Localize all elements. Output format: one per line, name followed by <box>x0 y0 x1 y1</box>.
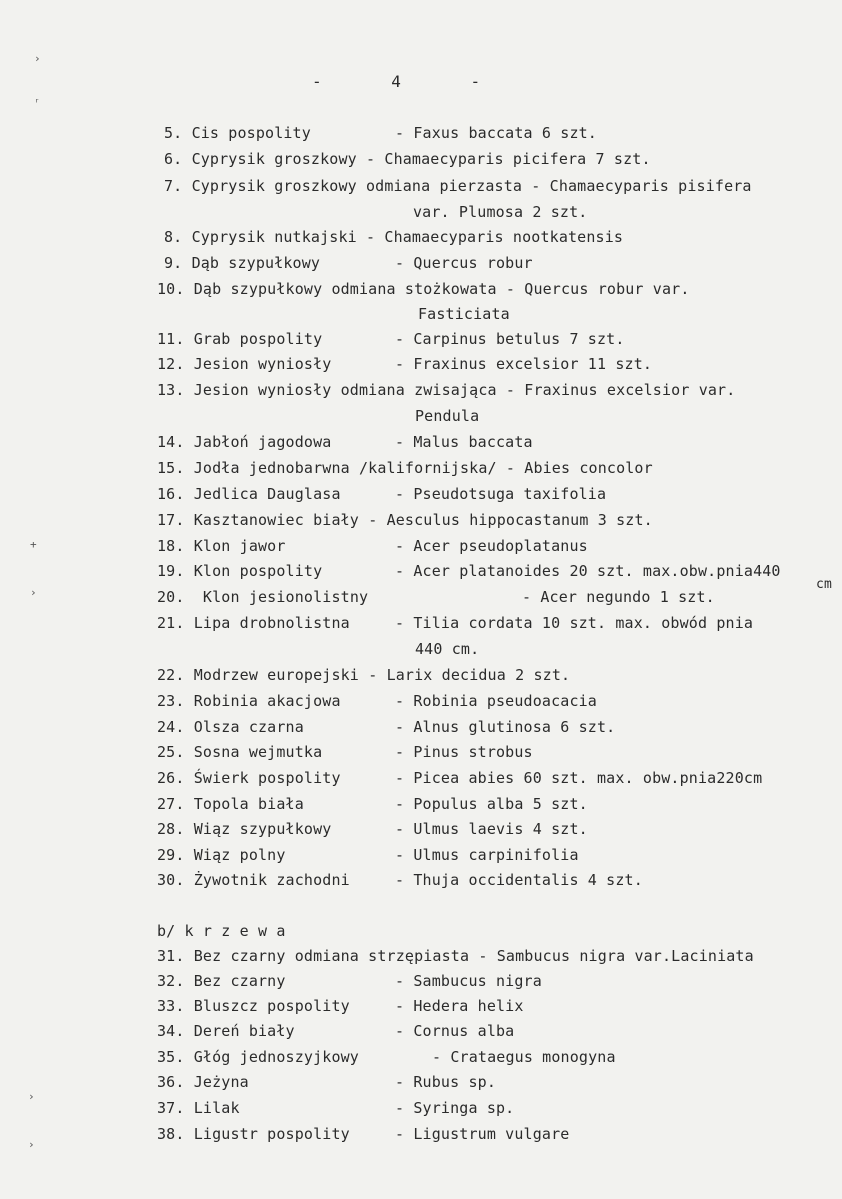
list-item-11-latin: - Carpinus betulus 7 szt. <box>395 330 625 348</box>
list-item-19-latin: - Acer platanoides 20 szt. max.obw.pnia440 <box>395 562 781 580</box>
list-item-25-latin: - Pinus strobus <box>395 743 533 761</box>
list-item-10: 10. Dąb szypułkowy odmiana stożkowata - Quercus robur var. <box>157 280 690 298</box>
list-item-29-latin: - Ulmus carpinifolia <box>395 846 579 864</box>
list-item-18-latin: - Acer pseudoplatanus <box>395 537 588 555</box>
list-item-37: 37. Lilak <box>157 1099 240 1117</box>
list-item-28: 28. Wiąz szypułkowy <box>157 820 332 838</box>
list-item-13: 13. Jesion wyniosły odmiana zwisająca - Fraxinus excelsior var. <box>157 381 736 399</box>
list-item-35: 35. Głóg jednoszyjkowy <box>157 1048 359 1066</box>
list-item-19: 19. Klon pospolity <box>157 562 323 580</box>
list-item-5: 5. Cis pospolity <box>164 124 311 142</box>
margin-mark: + <box>30 538 37 551</box>
list-item-15: 15. Jodła jednobarwna /kalifornijska/ - Abies concolor <box>157 459 653 477</box>
list-item-7: 7. Cyprysik groszkowy odmiana pierzasta - Chamaecyparis pisifera <box>164 177 752 195</box>
list-item-26-latin: - Picea abies 60 szt. max. obw.pnia220cm <box>395 769 763 787</box>
list-item-21-cont: 440 cm. <box>415 640 480 658</box>
margin-mark: › <box>28 1138 35 1151</box>
list-item-17: 17. Kasztanowiec biały - Aesculus hippocastanum 3 szt. <box>157 511 653 529</box>
list-item-30-latin: - Thuja occidentalis 4 szt. <box>395 871 643 889</box>
list-item-18: 18. Klon jawor <box>157 537 286 555</box>
list-item-30: 30. Żywotnik zachodni <box>157 871 350 889</box>
page-number: - 4 - <box>312 72 511 91</box>
list-item-28-latin: - Ulmus laevis 4 szt. <box>395 820 588 838</box>
list-item-20-latin: - Acer negundo 1 szt. <box>522 588 715 606</box>
list-item-27-latin: - Populus alba 5 szt. <box>395 795 588 813</box>
list-item-32: 32. Bez czarny <box>157 972 286 990</box>
list-item-32-latin: - Sambucus nigra <box>395 972 542 990</box>
list-item-23: 23. Robinia akacjowa <box>157 692 341 710</box>
list-item-27: 27. Topola biała <box>157 795 304 813</box>
list-item-35-latin: - Crataegus monogyna <box>432 1048 616 1066</box>
margin-mark: › <box>30 586 37 599</box>
list-item-6: 6. Cyprysik groszkowy - Chamaecyparis picifera 7 szt. <box>164 150 651 168</box>
cm-note: cm <box>816 577 832 592</box>
list-item-9-latin: - Quercus robur <box>395 254 533 272</box>
margin-mark: › <box>28 1090 35 1103</box>
list-item-11: 11. Grab pospolity <box>157 330 323 348</box>
list-item-12-latin: - Fraxinus excelsior 11 szt. <box>395 355 653 373</box>
list-item-26: 26. Świerk pospolity <box>157 769 341 787</box>
list-item-10-cont: Fasticiata <box>418 305 510 323</box>
list-item-20: 20. Klon jesionolistny <box>157 588 369 606</box>
list-item-24: 24. Olsza czarna <box>157 718 304 736</box>
list-item-38: 38. Ligustr pospolity <box>157 1125 350 1143</box>
list-item-37-latin: - Syringa sp. <box>395 1099 515 1117</box>
list-item-21-latin: - Tilia cordata 10 szt. max. obwód pnia <box>395 614 754 632</box>
list-item-7-cont: var. Plumosa 2 szt. <box>413 203 588 221</box>
list-item-9: 9. Dąb szypułkowy <box>164 254 321 272</box>
list-item-8: 8. Cyprysik nutkajski - Chamaecyparis nootkatensis <box>164 228 624 246</box>
list-item-21: 21. Lipa drobnolistna <box>157 614 350 632</box>
list-item-24-latin: - Alnus glutinosa 6 szt. <box>395 718 616 736</box>
section-b-heading: b/ k r z e w a <box>157 922 286 940</box>
list-item-22: 22. Modrzew europejski - Larix decidua 2 szt. <box>157 666 571 684</box>
list-item-23-latin: - Robinia pseudoacacia <box>395 692 597 710</box>
list-item-5-latin: - Faxus baccata 6 szt. <box>395 124 597 142</box>
list-item-12: 12. Jesion wyniosły <box>157 355 332 373</box>
margin-mark: ʳ <box>34 96 41 109</box>
list-item-33: 33. Bluszcz pospolity <box>157 997 350 1015</box>
margin-mark: › <box>34 52 41 65</box>
list-item-16-latin: - Pseudotsuga taxifolia <box>395 485 607 503</box>
list-item-33-latin: - Hedera helix <box>395 997 524 1015</box>
list-item-16: 16. Jedlica Dauglasa <box>157 485 341 503</box>
list-item-36: 36. Jeżyna <box>157 1073 249 1091</box>
list-item-31: 31. Bez czarny odmiana strzępiasta - Sambucus nigra var.Laciniata <box>157 947 754 965</box>
list-item-34-latin: - Cornus alba <box>395 1022 515 1040</box>
list-item-25: 25. Sosna wejmutka <box>157 743 323 761</box>
list-item-34: 34. Dereń biały <box>157 1022 295 1040</box>
list-item-14: 14. Jabłoń jagodowa <box>157 433 332 451</box>
list-item-29: 29. Wiąz polny <box>157 846 286 864</box>
list-item-38-latin: - Ligustrum vulgare <box>395 1125 570 1143</box>
list-item-36-latin: - Rubus sp. <box>395 1073 497 1091</box>
list-item-14-latin: - Malus baccata <box>395 433 533 451</box>
list-item-13-cont: Pendula <box>415 407 480 425</box>
